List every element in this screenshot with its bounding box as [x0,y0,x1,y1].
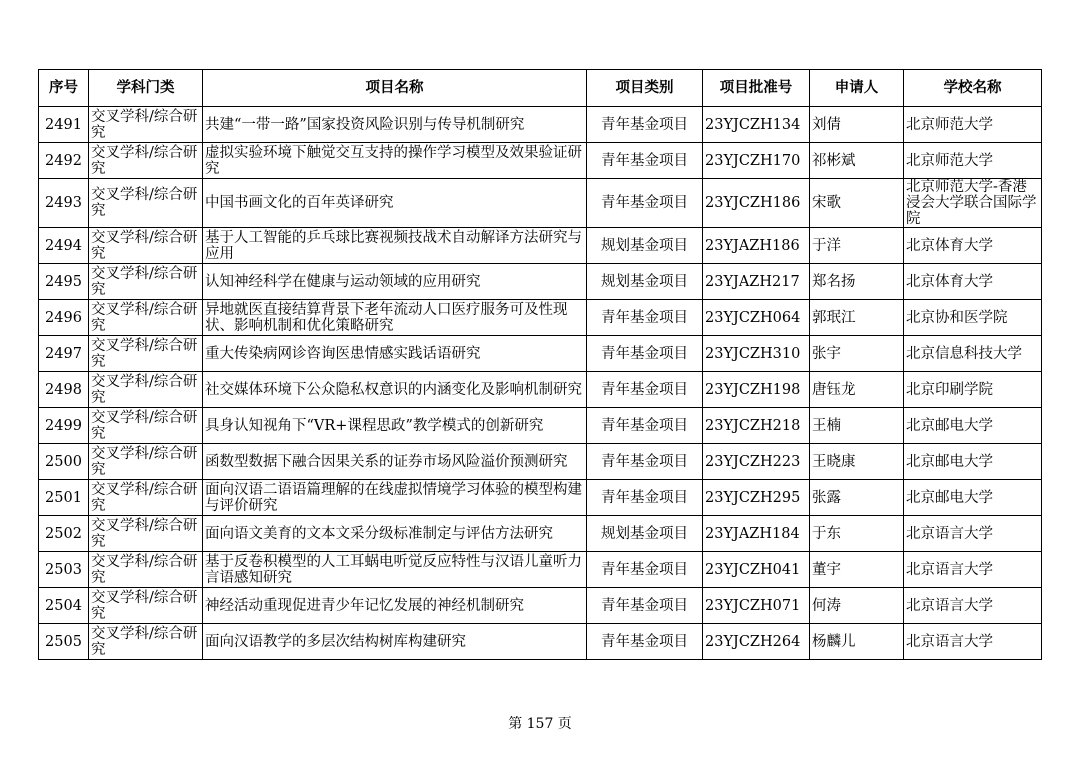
cell-project-name: 面向汉语教学的多层次结构树库构建研究 [203,624,587,660]
cell-category: 交叉学科/综合研究 [89,588,203,624]
header-row [39,70,1042,107]
cell-school: 北京语言大学 [904,588,1042,624]
cell-applicant: 于洋 [810,228,904,264]
cell-project-type: 青年基金项目 [587,179,703,228]
header-category: 学科门类 [89,70,203,107]
cell-category: 交叉学科/综合研究 [89,624,203,660]
cell-approval-number: 23YJAZH184 [703,516,810,552]
cell-school: 北京体育大学 [904,228,1042,264]
cell-project-type: 规划基金项目 [587,516,703,552]
cell-seq: 2491 [39,107,89,143]
cell-project-name: 重大传染病网诊咨询医患情感实践话语研究 [203,336,587,372]
cell-approval-number: 23YJCZH295 [703,480,810,516]
cell-applicant: 王楠 [810,408,904,444]
cell-approval-number: 23YJCZH071 [703,588,810,624]
project-table [38,69,1042,660]
cell-approval-number: 23YJAZH186 [703,228,810,264]
header-project-name: 项目名称 [203,70,587,107]
table-row [39,408,1042,444]
cell-applicant: 张宇 [810,336,904,372]
cell-project-type: 青年基金项目 [587,444,703,480]
cell-school: 北京体育大学 [904,264,1042,300]
cell-approval-number: 23YJCZH198 [703,372,810,408]
cell-seq: 2505 [39,624,89,660]
cell-seq: 2503 [39,552,89,588]
cell-school: 北京印刷学院 [904,372,1042,408]
cell-project-type: 规划基金项目 [587,228,703,264]
cell-project-name: 虚拟实验环境下触觉交互支持的操作学习模型及效果验证研究 [203,143,587,179]
header-seq: 序号 [39,70,89,107]
table-row [39,480,1042,516]
table-row [39,228,1042,264]
cell-project-name: 社交媒体环境下公众隐私权意识的内涵变化及影响机制研究 [203,372,587,408]
cell-project-type: 青年基金项目 [587,552,703,588]
cell-seq: 2492 [39,143,89,179]
cell-category: 交叉学科/综合研究 [89,408,203,444]
cell-project-type: 青年基金项目 [587,624,703,660]
cell-category: 交叉学科/综合研究 [89,372,203,408]
table-row [39,143,1042,179]
cell-seq: 2496 [39,300,89,336]
cell-category: 交叉学科/综合研究 [89,444,203,480]
cell-seq: 2504 [39,588,89,624]
cell-applicant: 郭珉江 [810,300,904,336]
cell-applicant: 宋歌 [810,179,904,228]
cell-applicant: 何涛 [810,588,904,624]
cell-applicant: 董宇 [810,552,904,588]
header-project-type: 项目类别 [587,70,703,107]
cell-school: 北京语言大学 [904,516,1042,552]
cell-project-name: 面向汉语二语语篇理解的在线虚拟情境学习体验的模型构建与评价研究 [203,480,587,516]
table-row [39,552,1042,588]
cell-approval-number: 23YJCZH064 [703,300,810,336]
header-school: 学校名称 [904,70,1042,107]
cell-project-name: 函数型数据下融合因果关系的证券市场风险溢价预测研究 [203,444,587,480]
cell-applicant: 郑名扬 [810,264,904,300]
cell-category: 交叉学科/综合研究 [89,300,203,336]
cell-seq: 2499 [39,408,89,444]
cell-project-type: 青年基金项目 [587,336,703,372]
cell-approval-number: 23YJCZH264 [703,624,810,660]
cell-school: 北京信息科技大学 [904,336,1042,372]
table-row [39,336,1042,372]
cell-project-type: 青年基金项目 [587,143,703,179]
table-row [39,624,1042,660]
table-row [39,107,1042,143]
cell-project-name: 基于人工智能的乒乓球比赛视频技战术自动解译方法研究与应用 [203,228,587,264]
cell-category: 交叉学科/综合研究 [89,336,203,372]
cell-school: 北京师范大学 [904,143,1042,179]
cell-seq: 2493 [39,179,89,228]
header-approval-number: 项目批准号 [703,70,810,107]
cell-project-name: 中国书画文化的百年英译研究 [203,179,587,228]
table-row [39,516,1042,552]
cell-project-name: 具身认知视角下“VR+课程思政”教学模式的创新研究 [203,408,587,444]
cell-seq: 2498 [39,372,89,408]
cell-project-type: 青年基金项目 [587,372,703,408]
cell-applicant: 唐钰龙 [810,372,904,408]
cell-seq: 2494 [39,228,89,264]
cell-project-name: 神经活动重现促进青少年记忆发展的神经机制研究 [203,588,587,624]
table-row [39,264,1042,300]
cell-approval-number: 23YJCZH186 [703,179,810,228]
cell-category: 交叉学科/综合研究 [89,228,203,264]
table-row [39,444,1042,480]
cell-approval-number: 23YJAZH217 [703,264,810,300]
cell-category: 交叉学科/综合研究 [89,264,203,300]
cell-project-name: 基于反卷积模型的人工耳蜗电听觉反应特性与汉语儿童听力言语感知研究 [203,552,587,588]
cell-seq: 2502 [39,516,89,552]
cell-school: 北京师范大学 [904,107,1042,143]
table-row [39,372,1042,408]
cell-applicant: 张露 [810,480,904,516]
cell-category: 交叉学科/综合研究 [89,516,203,552]
cell-category: 交叉学科/综合研究 [89,480,203,516]
cell-project-type: 青年基金项目 [587,107,703,143]
cell-project-type: 青年基金项目 [587,408,703,444]
cell-school: 北京协和医学院 [904,300,1042,336]
cell-project-name: 认知神经科学在健康与运动领域的应用研究 [203,264,587,300]
cell-approval-number: 23YJCZH134 [703,107,810,143]
cell-project-type: 青年基金项目 [587,588,703,624]
cell-applicant: 刘倩 [810,107,904,143]
cell-applicant: 于东 [810,516,904,552]
cell-category: 交叉学科/综合研究 [89,107,203,143]
table-row [39,588,1042,624]
cell-school: 北京语言大学 [904,552,1042,588]
page-number: 第 157 页 [508,716,572,732]
cell-seq: 2495 [39,264,89,300]
cell-project-name: 面向语文美育的文本文采分级标准制定与评估方法研究 [203,516,587,552]
cell-school: 北京邮电大学 [904,480,1042,516]
cell-seq: 2501 [39,480,89,516]
header-applicant: 申请人 [810,70,904,107]
cell-project-name: 共建“一带一路”国家投资风险识别与传导机制研究 [203,107,587,143]
cell-applicant: 祁彬斌 [810,143,904,179]
cell-school: 北京邮电大学 [904,444,1042,480]
cell-school: 北京师范大学-香港浸会大学联合国际学院 [904,179,1042,228]
cell-project-type: 青年基金项目 [587,480,703,516]
table-row [39,179,1042,228]
cell-applicant: 杨麟儿 [810,624,904,660]
cell-approval-number: 23YJCZH223 [703,444,810,480]
cell-school: 北京邮电大学 [904,408,1042,444]
cell-approval-number: 23YJCZH218 [703,408,810,444]
cell-project-type: 青年基金项目 [587,300,703,336]
cell-seq: 2497 [39,336,89,372]
cell-category: 交叉学科/综合研究 [89,143,203,179]
cell-approval-number: 23YJCZH041 [703,552,810,588]
cell-project-type: 规划基金项目 [587,264,703,300]
cell-applicant: 王晓康 [810,444,904,480]
cell-seq: 2500 [39,444,89,480]
cell-category: 交叉学科/综合研究 [89,552,203,588]
cell-project-name: 异地就医直接结算背景下老年流动人口医疗服务可及性现状、影响机制和优化策略研究 [203,300,587,336]
cell-approval-number: 23YJCZH170 [703,143,810,179]
cell-approval-number: 23YJCZH310 [703,336,810,372]
cell-category: 交叉学科/综合研究 [89,179,203,228]
table-row [39,300,1042,336]
cell-school: 北京语言大学 [904,624,1042,660]
